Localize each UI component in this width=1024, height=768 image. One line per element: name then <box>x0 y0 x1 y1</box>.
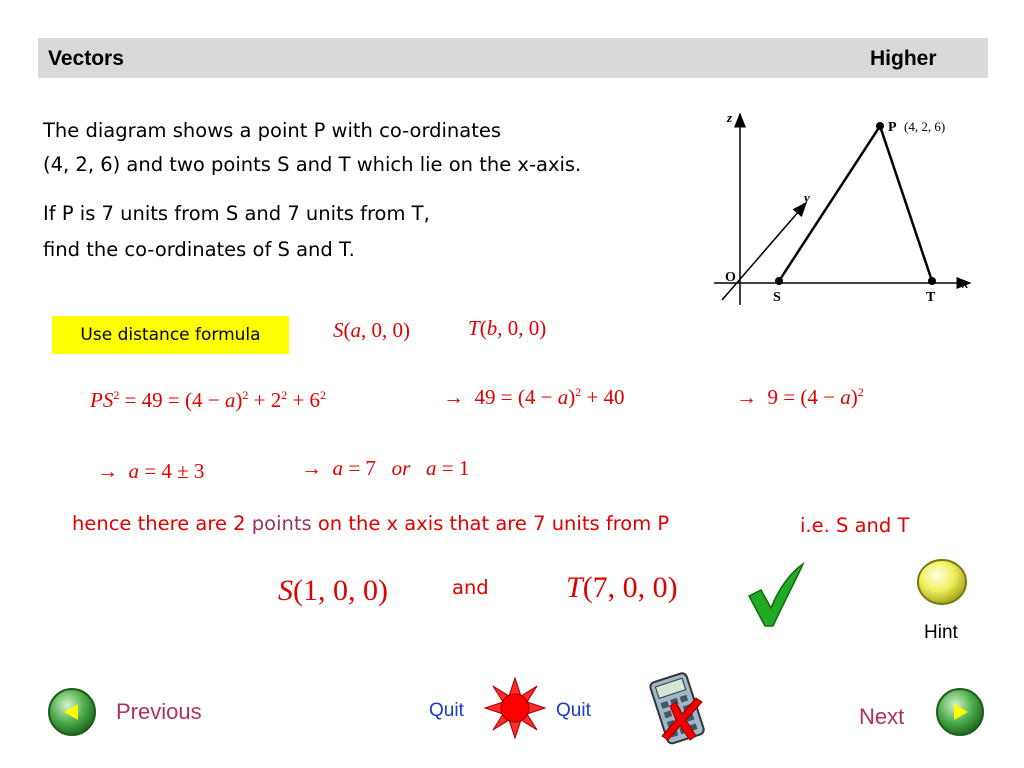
axes-diagram <box>700 100 990 315</box>
conclusion-points-word: points <box>251 512 312 535</box>
problem-text-line-4: find the co-ordinates of S and T. <box>43 238 355 261</box>
conclusion-part-1: hence there are 2 <box>72 512 246 535</box>
check-mark-icon <box>745 560 807 630</box>
problem-text-line-1: The diagram shows a point P with co-ordinates <box>43 119 502 142</box>
conclusion-ie: i.e. S and T <box>800 514 910 537</box>
next-label[interactable]: Next <box>859 704 905 729</box>
math-a-plusminus: → a = 4 ± 3 <box>97 459 205 483</box>
level-label: Higher <box>870 47 937 70</box>
quit-sun-button[interactable] <box>483 676 547 740</box>
y-axis <box>722 203 806 300</box>
y-axis-label: y <box>804 190 810 205</box>
math-t-general: T(b, 0, 0) <box>468 316 547 340</box>
previous-label[interactable]: Previous <box>116 699 202 724</box>
page-title: Vectors <box>48 47 124 70</box>
math-ps-squared: $PS^2 = 49 = (4 - a)^2 + 2^2 + 6^2$ <box>90 388 327 412</box>
previous-button[interactable] <box>46 686 98 738</box>
math-s-general: S(a, 0, 0) <box>333 318 410 342</box>
math-step-2: → $49 = (4 - a)^2 + 40$ <box>443 385 625 409</box>
problem-text-line-3: If P is 7 units from S and 7 units from T, <box>43 202 430 225</box>
point-t-dot <box>928 277 936 285</box>
point-p-dot <box>876 122 884 130</box>
z-axis-label: z <box>727 110 733 125</box>
segment-sp <box>779 126 880 281</box>
header-bar <box>38 38 988 78</box>
point-p-label: P <box>888 120 897 135</box>
point-p-coords: (4, 2, 6) <box>904 119 946 134</box>
problem-text-line-2: (4, 2, 6) and two points S and T which lie on the x-axis. <box>43 153 582 176</box>
hint-label[interactable]: Hint <box>924 622 958 643</box>
conclusion-part-3: on the x axis that are 7 units from P <box>317 512 670 535</box>
distance-formula-hint: Use distance formula <box>52 316 289 354</box>
origin-label: O <box>725 270 736 285</box>
x-axis-label: x <box>962 276 969 291</box>
hint-button[interactable] <box>914 556 970 608</box>
point-s-label: S <box>773 290 781 305</box>
answer-t: T(7, 0, 0) <box>566 571 678 604</box>
next-button[interactable] <box>934 686 986 738</box>
quit-right-label[interactable]: Quit <box>556 700 591 721</box>
conclusion-text <box>72 512 669 535</box>
point-s-dot <box>775 277 783 285</box>
calculator-icon[interactable] <box>646 668 710 748</box>
quit-left-label[interactable]: Quit <box>429 700 464 721</box>
math-a-solutions: → a = 7 or a = 1 <box>301 456 470 480</box>
segment-pt <box>880 126 932 281</box>
answer-and: and <box>452 576 489 599</box>
answer-s: S(1, 0, 0) <box>278 574 388 607</box>
math-step-3: → $9 = (4 - a)^2$ <box>736 385 864 409</box>
point-t-label: T <box>926 290 936 305</box>
